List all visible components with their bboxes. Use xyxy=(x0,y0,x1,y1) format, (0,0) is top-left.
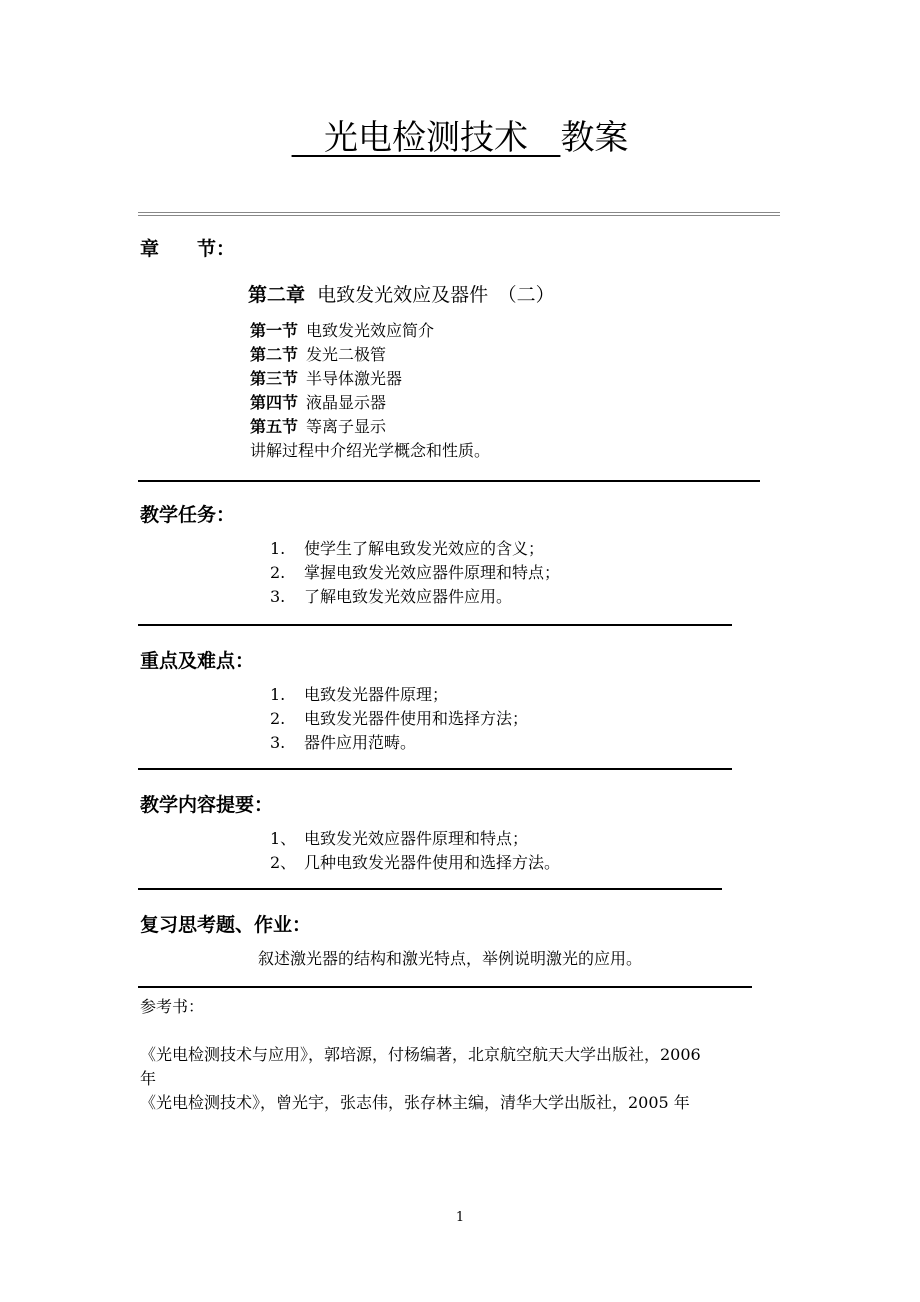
key-point-item: 2. 电致发光器件使用和选择方法； xyxy=(270,709,529,728)
references-heading: 参考书： xyxy=(140,997,205,1016)
section-item: 第四节 液晶显示器 xyxy=(250,393,387,412)
title-divider xyxy=(138,212,780,216)
tasks-heading: 教学任务： xyxy=(140,504,236,526)
section-note: 讲解过程中介绍光学概念和性质。 xyxy=(250,441,491,460)
task-item: 3. 了解电致发光效应器件应用。 xyxy=(270,587,513,606)
reference-item-continued: 年 xyxy=(140,1069,157,1088)
divider xyxy=(138,888,722,890)
summary-item: 2、 几种电致发光器件使用和选择方法。 xyxy=(270,853,561,872)
title-suffix: 教案 xyxy=(560,118,629,158)
chapter-title xyxy=(248,280,555,307)
divider xyxy=(138,624,732,626)
task-item: 1. 使学生了解电致发光效应的含义； xyxy=(270,539,545,558)
chapter-label: 第二章 xyxy=(248,284,306,306)
section-item: 第五节 等离子显示 xyxy=(250,417,387,436)
content-summary-heading: 教学内容提要： xyxy=(140,794,274,816)
section-item: 第一节 电致发光效应简介 xyxy=(250,321,435,340)
summary-item: 1、 电致发光效应器件原理和特点； xyxy=(270,829,529,848)
course-name: 光电检测技术 xyxy=(324,118,528,158)
section-item: 第二节 发光二极管 xyxy=(250,345,387,364)
page-number: 1 xyxy=(455,1210,465,1225)
document-title xyxy=(0,110,920,159)
review-text: 叙述激光器的结构和激光特点，举例说明激光的应用。 xyxy=(258,949,643,968)
task-item: 2. 掌握电致发光效应器件原理和特点； xyxy=(270,563,561,582)
key-point-item: 1. 电致发光器件原理； xyxy=(270,685,449,704)
divider xyxy=(138,768,732,770)
chapter-name: 电致发光效应及器件 （二） xyxy=(317,284,555,306)
divider xyxy=(138,480,760,482)
divider xyxy=(138,986,752,988)
review-heading: 复习思考题、作业： xyxy=(140,914,312,936)
reference-item: 《光电检测技术》，曾光宇，张志伟，张存林主编，清华大学出版社，2005 年 xyxy=(140,1093,690,1112)
chapter-heading: 章 节： xyxy=(140,238,236,260)
key-point-item: 3. 器件应用范畴。 xyxy=(270,733,417,752)
section-item: 第三节 半导体激光器 xyxy=(250,369,403,388)
key-points-heading: 重点及难点： xyxy=(140,650,255,672)
reference-item: 《光电检测技术与应用》，郭培源，付杨编著，北京航空航天大学出版社，2006 xyxy=(140,1045,701,1064)
